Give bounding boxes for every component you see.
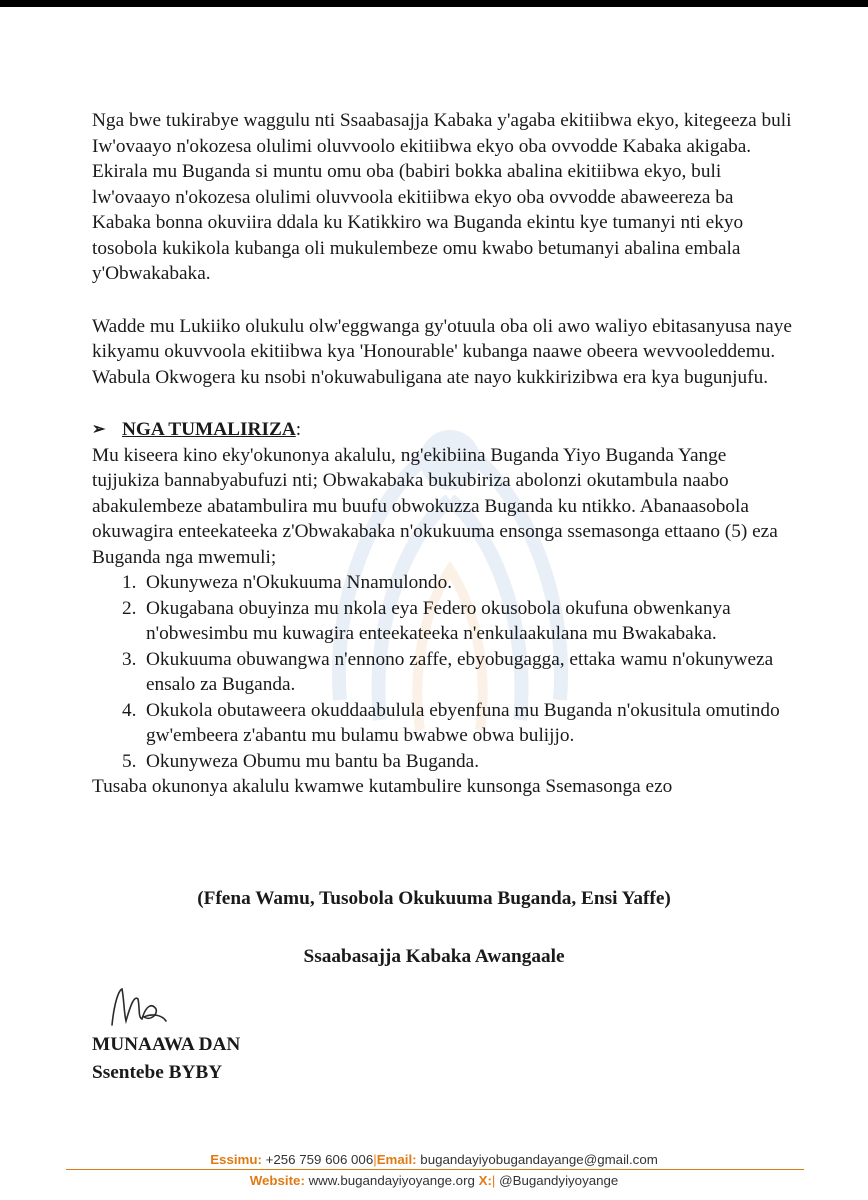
heading-text: NGA TUMALIRIZA xyxy=(122,419,296,440)
list-number: 5. xyxy=(122,750,137,772)
closing-line: Tusaba okunonya akalulu kwamwe kutambulire kunsonga Ssemasonga ezo xyxy=(92,776,673,797)
signature-icon xyxy=(108,985,168,1027)
footer-rule xyxy=(66,1169,804,1170)
salute: Ssaabasajja Kabaka Awangaale xyxy=(303,946,565,967)
list-number: 3. xyxy=(122,648,137,670)
list-item xyxy=(122,749,792,775)
arrow-bullet-icon: ➢ xyxy=(92,421,106,438)
footer-divider: | xyxy=(373,1152,377,1167)
paragraph-1: Nga bwe tukirabye waggulu nti Ssaabasajja Kabaka y'agaba ekitiibwa ekyo, kitegeeza buli Iw'ovaayo n'okozesa olulimi oluvvoolo ekitiibwa ekyo oba ovvodde Kabaka akigaba. Ekirala mu Buganda si muntu omu oba (babiri bokka abalina ekitiibwa ekyo, buli lw'ovaayo n'okozesa olulimi oluvvoola ekitiibwa ekyo oba ovvodde abaweereza ba Kabaka bonna okuviira ddala ku Katikkiro wa Buganda ekintu kye tumanyi nti ekyo tosobola kukikola kubanga oli mukulembeze omu kwabo betumanyi abalina embala y'Obwakabaka. xyxy=(92,110,792,284)
footer-web-row xyxy=(0,1172,868,1190)
list-text: Okunyweza Obumu mu bantu ba Buganda. xyxy=(146,750,480,772)
signer-name: MUNAAWA DAN xyxy=(92,1034,241,1055)
paragraph-2: Wadde mu Lukiiko olukulu olw'eggwanga gy'otuula oba oli awo waliyo ebitasanyusa naye kikyamu okuvvoola ekitiibwa kya 'Honourable' kubanga naawe obeera wevvooleddemu. Wabula Okwogera ku nsobi n'okuwabuligana ate nayo kukkirizibwa era kya bugunjufu. xyxy=(92,315,792,388)
footer xyxy=(0,1151,868,1190)
x-divider: | xyxy=(491,1173,496,1188)
list-number: 4. xyxy=(122,699,137,721)
motto: (Ffena Wamu, Tusobola Okukuuma Buganda, Ensi Yaffe) xyxy=(197,888,671,909)
list-number: 1. xyxy=(122,572,137,593)
email-address[interactable]: bugandayiyobugandayange@gmail.com xyxy=(420,1152,658,1167)
letter-body xyxy=(92,108,792,800)
signer-title: Ssentebe BYBY xyxy=(92,1062,223,1083)
footer-contact-row xyxy=(0,1151,868,1169)
top-border xyxy=(0,0,868,7)
list-item xyxy=(122,647,792,698)
list-text: Okukola obutaweera okuddaabulula ebyenfuna mu Buganda n'okusitula omutindo gw'embeera z'abantu mu bulamu bwabwe obwa bulijjo. xyxy=(146,699,780,746)
principles-list xyxy=(92,570,792,774)
phone-label: Essimu: xyxy=(210,1152,262,1167)
intro-paragraph: Mu kiseera kino eky'okunonya akalulu, ng'ekibiina Buganda Yiyo Buganda Yange tujjukiza bannabyabufuzi nti; Obwakabaka bukubiriza abolonzi okutambula naabo abakulembeze abatambulira mu buufu obwokuzza Buganda ku ntikko. Abanaasobola okuwagira enteekateeka z'Obwakabaka n'okukuuma ensonga ssemasonga ettaano (5) eza Buganda nga mwemuli; xyxy=(92,444,778,568)
website-link[interactable]: www.bugandayiyoyange.org xyxy=(308,1173,475,1188)
heading-colon: : xyxy=(295,419,302,440)
section-heading xyxy=(92,417,792,443)
list-item xyxy=(122,698,792,749)
x-label: X: xyxy=(478,1173,492,1188)
list-text: Okunyweza n'Okukuuma Nnamulondo. xyxy=(146,572,453,593)
signer-block xyxy=(92,1031,240,1087)
x-handle[interactable]: @Bugandyiyoyange xyxy=(499,1173,619,1188)
list-number: 2. xyxy=(122,597,137,619)
list-item xyxy=(122,596,792,647)
list-item xyxy=(122,570,792,596)
website-label: Website: xyxy=(249,1173,305,1188)
list-text: Okugabana obuyinza mu nkola eya Federo okusobola okufuna obwenkanya n'obwesimbu mu kuwagira enteekateeka n'enkulaakulana mu Bwakabaka. xyxy=(146,597,731,644)
phone-number: +256 759 606 006 xyxy=(265,1152,374,1167)
list-text: Okukuuma obuwangwa n'ennono zaffe, ebyobugagga, ettaka wamu n'okunyweza ensalo za Buganda. xyxy=(146,648,774,695)
email-label: Email: xyxy=(376,1152,417,1167)
